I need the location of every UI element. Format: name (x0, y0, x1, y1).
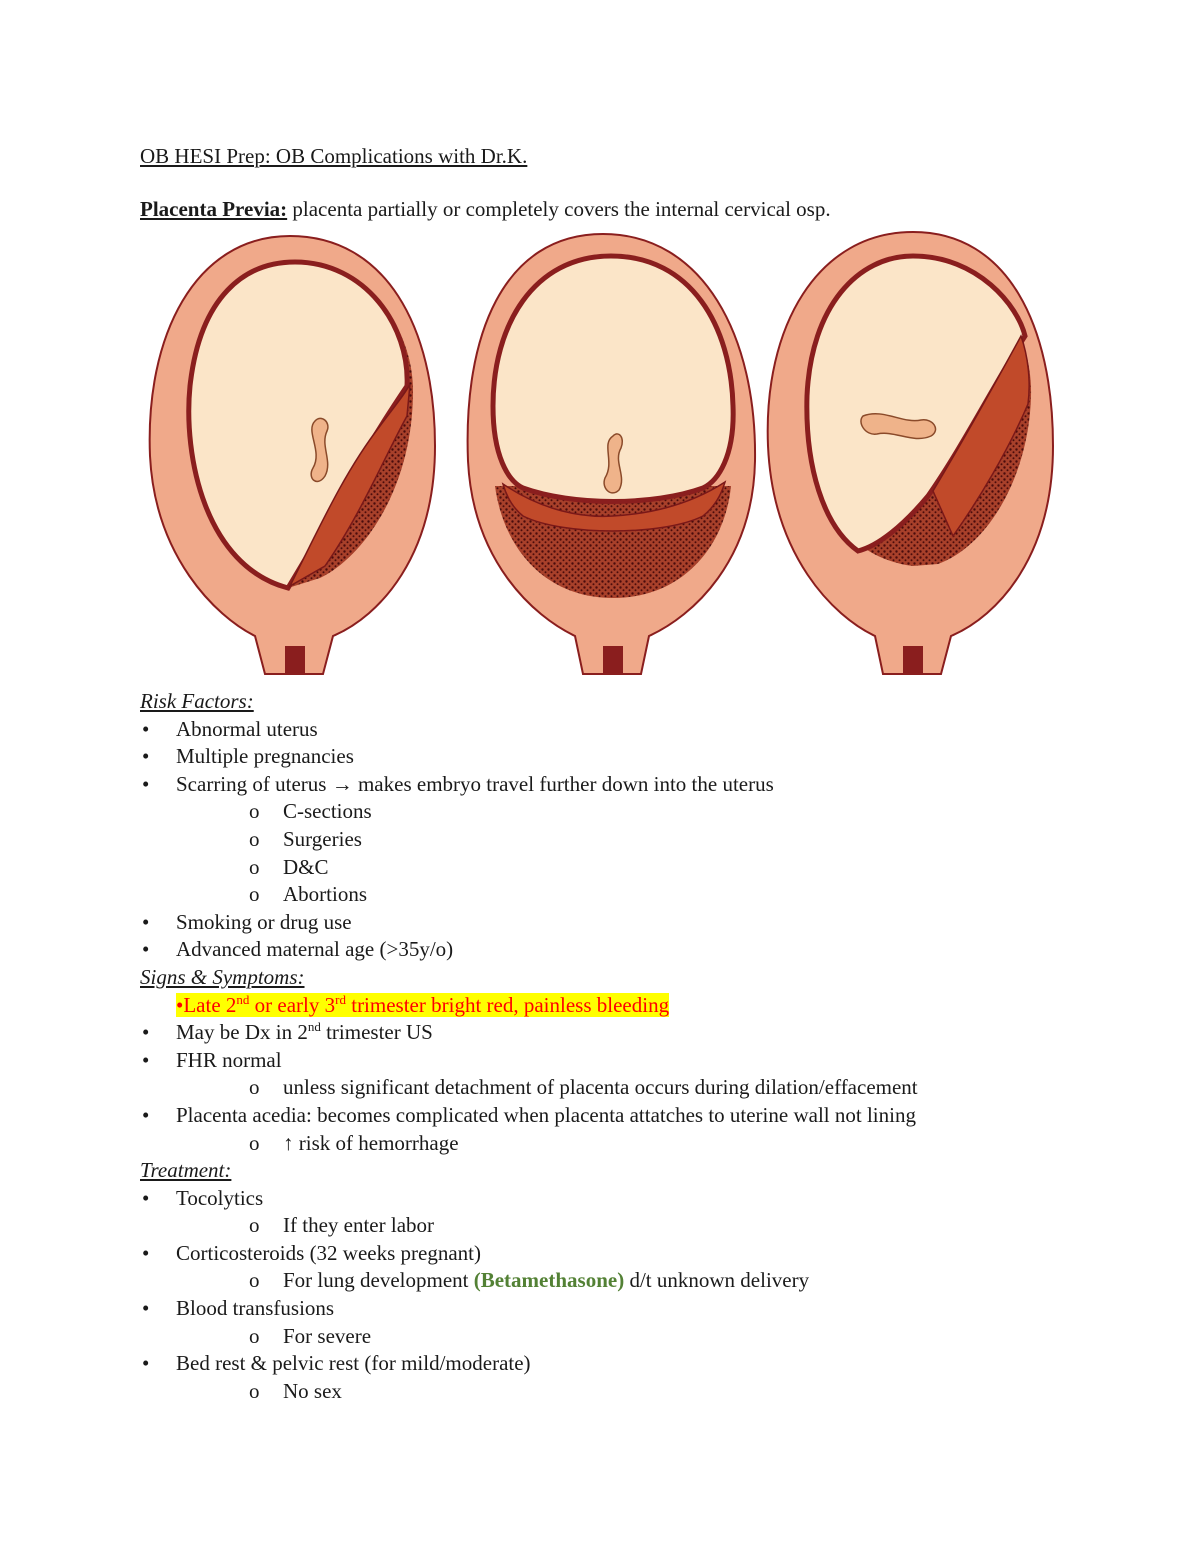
bullet-circle: o (249, 882, 260, 907)
sub-list-item-text: ↑ risk of hemorrhage (283, 1130, 459, 1155)
sub-list (176, 1130, 1140, 1158)
signs-symptoms-list (140, 992, 1140, 1158)
sub-list-item-text: Abortions (283, 882, 367, 907)
sub-list (176, 1074, 1140, 1102)
list-item-text: May be Dx in 2 (176, 1020, 308, 1045)
sub-list-item (176, 881, 1140, 909)
list-item-text: trimester bright red, painless bleeding (345, 992, 670, 1017)
sub-list-item (176, 1378, 1140, 1406)
list-item-text: Blood transfusions (176, 1296, 335, 1321)
sub-list (176, 1267, 1140, 1295)
uterus-diagrams (145, 226, 1057, 682)
risk-factors-heading: Risk Factors: (140, 689, 254, 713)
highlighted-list-item (140, 992, 1140, 1020)
bullet-dot: • (142, 716, 150, 741)
bullet-dot: • (142, 1020, 150, 1045)
placenta-previa-illustration (145, 226, 1057, 682)
definition-text: placenta partially or completely covers the internal cervical osp. (287, 197, 831, 221)
superscript: nd (236, 991, 250, 1007)
list-item (140, 1185, 1140, 1240)
list-item (140, 1102, 1140, 1157)
sub-list-item-text: Surgeries (283, 826, 362, 851)
sub-list-item (176, 1323, 1140, 1351)
sub-list-item (176, 1130, 1140, 1158)
superscript: rd (335, 991, 346, 1007)
sub-list-item-text: D&C (283, 854, 329, 879)
list-item (140, 936, 1140, 964)
bullet-circle: o (249, 1268, 260, 1293)
risk-factors-list (140, 716, 1140, 964)
notes-body (140, 688, 1140, 1405)
bullet-dot: • (142, 1185, 150, 1210)
bullet-circle: o (249, 826, 260, 851)
drug-name: (Betamethasone) (473, 1268, 625, 1293)
bullet-circle: o (249, 1378, 260, 1403)
list-item-text: Scarring of uterus (176, 771, 332, 796)
list-item-text: Abnormal uterus (176, 716, 318, 741)
document-title: OB HESI Prep: OB Complications with Dr.K. (140, 144, 528, 168)
sub-list-item-text: d/t unknown delivery (624, 1268, 810, 1293)
bullet-circle: o (249, 1130, 260, 1155)
uterus-diagram-complete (468, 234, 755, 674)
list-item-text: trimester US (320, 1020, 433, 1045)
bullet-dot: • (142, 937, 150, 962)
uterus-diagram-partial (150, 236, 435, 674)
list-item-text: Placenta acedia: becomes complicated when placenta attatches to uterine wall not lining (176, 1102, 916, 1127)
bullet-dot: • (142, 771, 150, 796)
list-item-text: FHR normal (176, 1047, 282, 1072)
sub-list-item (176, 826, 1140, 854)
bullet-dot: • (142, 1047, 150, 1072)
list-item-text: Advanced maternal age (>35y/o) (176, 937, 454, 962)
list-item-text: Multiple pregnancies (176, 744, 354, 769)
sub-list-item (176, 1212, 1140, 1240)
sub-list-item-text: For lung development (283, 1268, 474, 1293)
bullet-circle: o (249, 1213, 260, 1238)
sub-list-item-text: If they enter labor (283, 1213, 435, 1238)
list-item-text: Bed rest & pelvic rest (for mild/moderate) (176, 1351, 531, 1376)
list-item (140, 771, 1140, 909)
sub-list-item (176, 854, 1140, 882)
bullet-dot: • (142, 744, 150, 769)
list-item-text: Smoking or drug use (176, 909, 352, 934)
list-item-text: makes embryo travel further down into the uterus (352, 771, 774, 796)
sub-list-item-text: unless significant detachment of placenta occurs during dilation/effacement (283, 1075, 918, 1100)
bullet-circle: o (249, 1323, 260, 1348)
bullet-dot: • (142, 1296, 150, 1321)
bullet-dot: • (142, 1240, 150, 1265)
list-item (140, 1019, 1140, 1047)
list-item (140, 909, 1140, 937)
sub-list (176, 1212, 1140, 1240)
list-item (140, 743, 1140, 771)
sub-list-item-text: No sex (283, 1378, 342, 1403)
uterus-diagram-marginal (768, 232, 1053, 674)
treatment-heading: Treatment: (140, 1158, 232, 1183)
list-item (140, 1240, 1140, 1295)
definition-line (140, 197, 831, 222)
superscript: nd (307, 1019, 321, 1035)
bullet-dot: • (142, 1351, 150, 1376)
right-arrow-icon: → (331, 771, 353, 796)
list-item-text: or early 3 (249, 992, 336, 1017)
list-item (140, 1295, 1140, 1350)
sub-list (176, 1323, 1140, 1351)
list-item-text: Late 2 (183, 992, 237, 1017)
bullet-dot: • (176, 992, 184, 1017)
list-item (140, 1350, 1140, 1405)
sub-list-item (176, 1267, 1140, 1295)
list-item-text: Corticosteroids (32 weeks pregnant) (176, 1240, 482, 1265)
definition-term: Placenta Previa: (140, 197, 288, 221)
bullet-circle: o (249, 854, 260, 879)
list-item (140, 716, 1140, 744)
bullet-dot: • (142, 1102, 150, 1127)
bullet-circle: o (249, 799, 260, 824)
sub-list-item-text: For severe (283, 1323, 372, 1348)
sub-list-item (176, 1074, 1140, 1102)
treatment-list (140, 1185, 1140, 1406)
bullet-circle: o (249, 1075, 260, 1100)
sub-list (176, 1378, 1140, 1406)
list-item (140, 1047, 1140, 1102)
sub-list-item (176, 798, 1140, 826)
list-item-text: Tocolytics (176, 1185, 264, 1210)
sub-list-item-text: C-sections (283, 799, 372, 824)
signs-symptoms-heading: Signs & Symptoms: (140, 964, 305, 989)
sub-list (176, 798, 1140, 908)
bullet-dot: • (142, 909, 150, 934)
